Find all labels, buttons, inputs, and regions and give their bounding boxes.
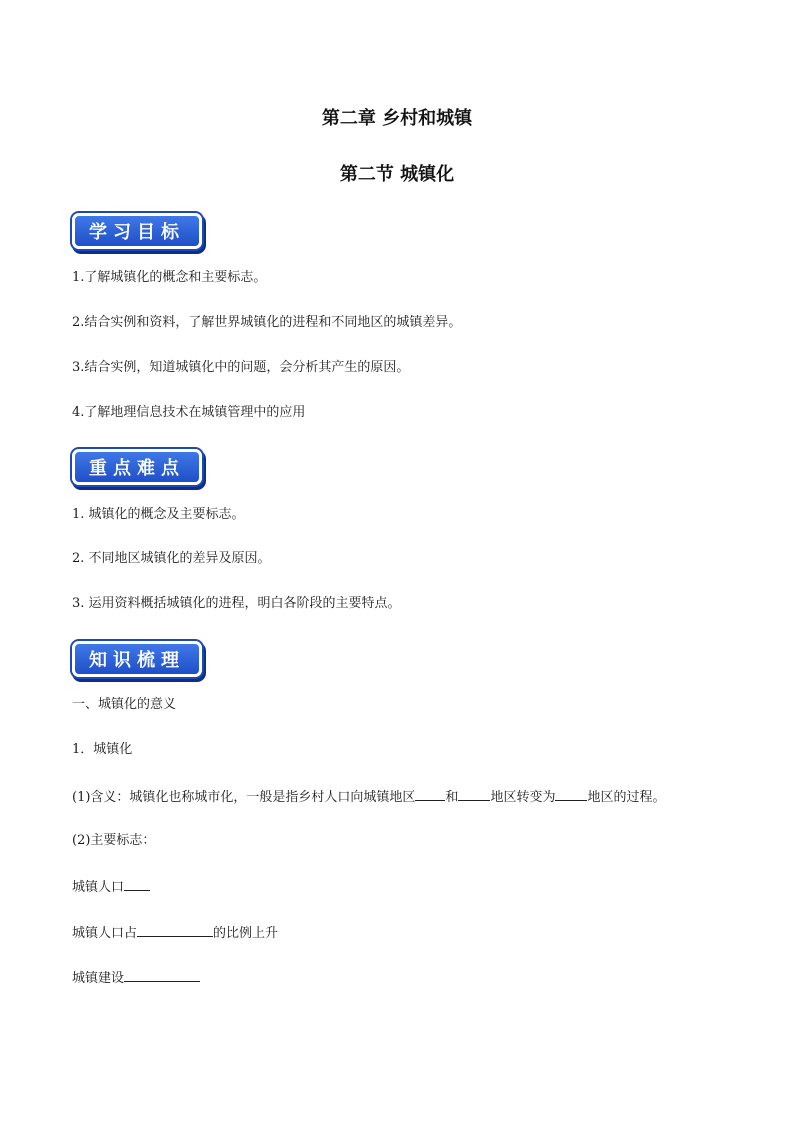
key-point-item-2: 2. 不同地区城镇化的差异及原因。 [72, 551, 271, 566]
meaning-line [72, 788, 665, 806]
sign-line-1 [72, 878, 150, 896]
section-title: 第二节 城镇化 [339, 164, 455, 185]
blank-4 [124, 878, 150, 891]
knowledge-sub-heading: 1．城镇化 [72, 742, 133, 757]
sign2-text-b: 的比例上升 [213, 926, 279, 941]
chapter-title: 第二章 乡村和城镇 [321, 108, 473, 129]
meaning-text-3: 地区转变为 [490, 790, 556, 805]
sign2-text-a: 城镇人口占 [72, 926, 138, 941]
objective-item-3: 3.结合实例，知道城镇化中的问题，会分析其产生的原因。 [72, 360, 410, 375]
objective-item-1: 1.了解城镇化的概念和主要标志。 [72, 270, 267, 285]
key-point-item-1: 1. 城镇化的概念及主要标志。 [72, 507, 245, 522]
blank-2 [458, 788, 490, 801]
blank-3 [555, 788, 587, 801]
knowledge-heading: 一、城镇化的意义 [72, 697, 177, 712]
objective-item-4: 4.了解地理信息技术在城镇管理中的应用 [72, 405, 306, 420]
knowledge-badge: 知识梳理 [72, 641, 202, 677]
blank-1 [415, 788, 445, 801]
meaning-text-4: 地区的过程。 [587, 790, 666, 805]
sign-line-2 [72, 924, 278, 942]
blank-5 [137, 924, 213, 937]
objectives-badge: 学习目标 [72, 213, 202, 249]
meaning-text-1: (1)含义：城镇化也称城市化，一般是指乡村人口向城镇地区 [72, 790, 416, 805]
sign1-text: 城镇人口 [72, 880, 125, 895]
signs-label: (2)主要标志： [72, 833, 156, 848]
objective-item-2: 2.结合实例和资料，了解世界城镇化的进程和不同地区的城镇差异。 [72, 315, 462, 330]
key-point-item-3: 3. 运用资料概括城镇化的进程，明白各阶段的主要特点。 [72, 596, 401, 611]
key-points-badge: 重点难点 [72, 449, 202, 485]
sign3-text: 城镇建设 [72, 971, 125, 986]
blank-6 [124, 969, 200, 982]
sign-line-3 [72, 969, 200, 987]
meaning-text-2: 和 [445, 790, 459, 805]
